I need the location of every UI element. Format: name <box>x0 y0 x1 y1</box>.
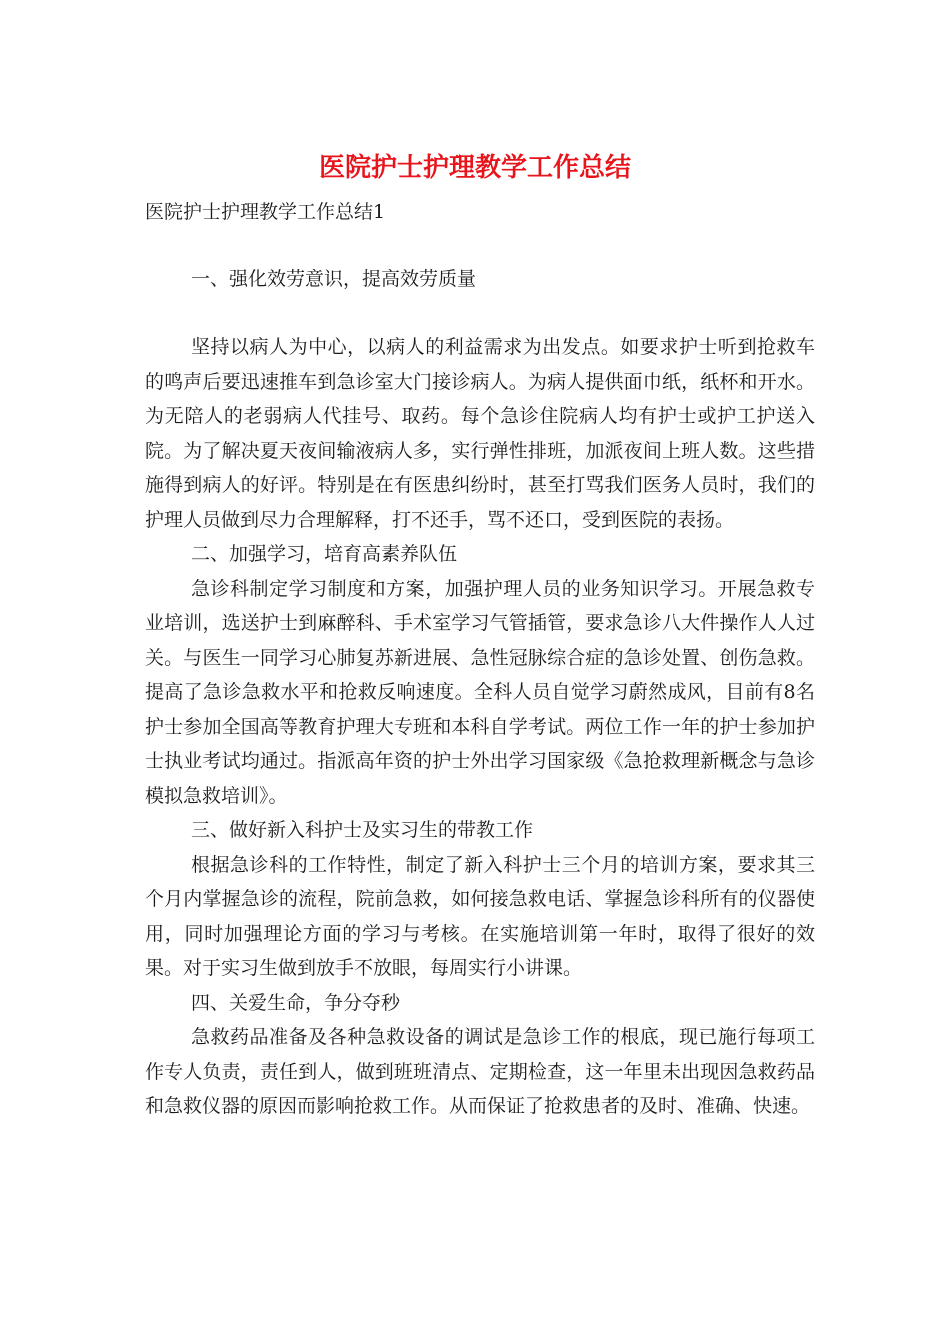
section-heading-1: 一、强化效劳意识，提高效劳质量 <box>191 267 477 290</box>
document-subtitle: 医院护士护理教学工作总结1 <box>145 201 386 223</box>
section-heading-2: 二、加强学习，培育高素养队伍 <box>191 543 458 565</box>
spacer <box>145 296 815 330</box>
section-paragraph-4: 急救药品准备及各种急救设备的调试是急诊工作的根底，现已施行每项工作专人负责，责任到人，做到班班清点、定期检查，这一年里未出现因急救药品和急救仪器的原因而影响抢救工作。从而保证了抢救患者的及时、准确、快速。 <box>145 1026 815 1117</box>
spacer <box>145 230 815 262</box>
section-heading-3: 三、做好新入科护士及实习生的带教工作 <box>191 819 534 841</box>
section-paragraph-3: 根据急诊科的工作特性，制定了新入科护士三个月的培训方案，要求其三个月内掌握急诊的流程，院前急救，如何接急救电话、掌握急诊科所有的仪器使用，同时加强理论方面的学习与考核。在实施培训第一年时，取得了很好的效果。对于实习生做到放手不放眼，每周实行小讲课。 <box>145 853 815 979</box>
section-paragraph-2: 急诊科制定学习制度和方案，加强护理人员的业务知识学习。开展急救专业培训，选送护士到麻醉科、手术室学习气管插管，要求急诊八大件操作人人过关。与医生一同学习心肺复苏新进展、急性冠脉综合症的急诊处置、创伤急救。提高了急诊急救水平和抢救反响速度。全科人员自觉学习蔚然成风，目前有8名护士参加全国高等教育护理大专班和本科自学考试。两位工作一年的护士参加护士执业考试均通过。指派高年资的护士外出学习国家级《急抢救理新概念与急诊模拟急救培训》。 <box>145 577 815 807</box>
section-paragraph-1: 坚持以病人为中心，以病人的利益需求为出发点。如要求护士听到抢救车的鸣声后要迅速推车到急诊室大门接诊病人。为病人提供面巾纸，纸杯和开水。为无陪人的老弱病人代挂号、取药。每个急诊住院病人均有护士或护工护送入院。为了解决夏天夜间输液病人多，实行弹性排班，加派夜间上班人数。这些措施得到病人的好评。特别是在有医患纠纷时，甚至打骂我们医务人员时，我们的护理人员做到尽力合理解释，打不还手，骂不还口，受到医院的表扬。 <box>145 336 815 531</box>
document-body <box>145 195 815 1124</box>
document-title: 医院护士护理教学工作总结 <box>318 153 631 183</box>
section-heading-4: 四、关爱生命，争分夺秒 <box>191 991 401 1014</box>
